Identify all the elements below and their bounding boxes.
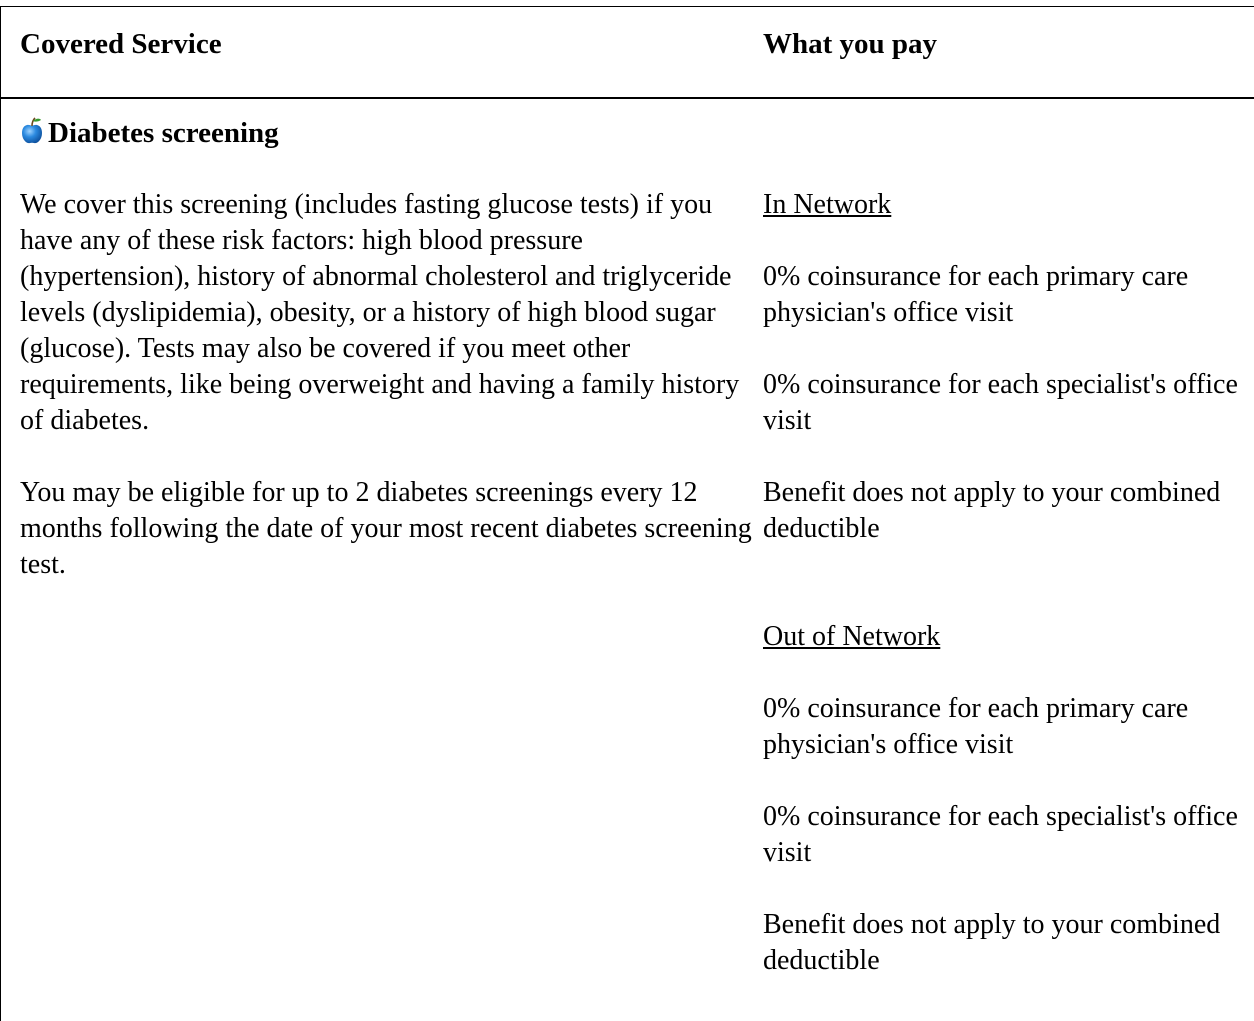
table-top-border bbox=[0, 6, 1254, 7]
in-network-label: In Network bbox=[763, 189, 892, 220]
in-network-item: 0% coinsurance for each primary care physician's office visit bbox=[763, 261, 1189, 328]
section-title-text: Diabetes screening bbox=[48, 117, 279, 149]
out-of-network-item: 0% coinsurance for each specialist's office visit bbox=[763, 801, 1238, 868]
in-network-item: 0% coinsurance for each specialist's office visit bbox=[763, 369, 1238, 436]
column-header-covered-service: Covered Service bbox=[20, 28, 222, 60]
column-header-what-you-pay: What you pay bbox=[763, 28, 938, 60]
out-of-network-item: 0% coinsurance for each primary care physician's office visit bbox=[763, 693, 1189, 760]
table-left-border bbox=[0, 6, 1, 1021]
section-title bbox=[20, 115, 279, 151]
out-of-network-label: Out of Network bbox=[763, 621, 941, 652]
description-paragraph: You may be eligible for up to 2 diabetes screenings every 12 months following the date of your most recent diabetes screening test. bbox=[20, 477, 752, 580]
out-of-network-item: Benefit does not apply to your combined deductible bbox=[763, 909, 1221, 976]
service-description bbox=[20, 187, 755, 619]
header-divider bbox=[0, 97, 1254, 99]
in-network-item: Benefit does not apply to your combined deductible bbox=[763, 477, 1221, 544]
cost-details bbox=[763, 187, 1243, 1015]
description-paragraph: We cover this screening (includes fasting glucose tests) if you have any of these risk factors: high blood pressure (hypertension), history of abnormal cholesterol and triglyceride levels (dyslipidemia), obesity, or a history of high blood sugar (glucose). Tests may also be covered if you meet other requirements, like being overweight and having a family history of diabetes. bbox=[20, 189, 740, 436]
apple-icon bbox=[20, 115, 44, 145]
